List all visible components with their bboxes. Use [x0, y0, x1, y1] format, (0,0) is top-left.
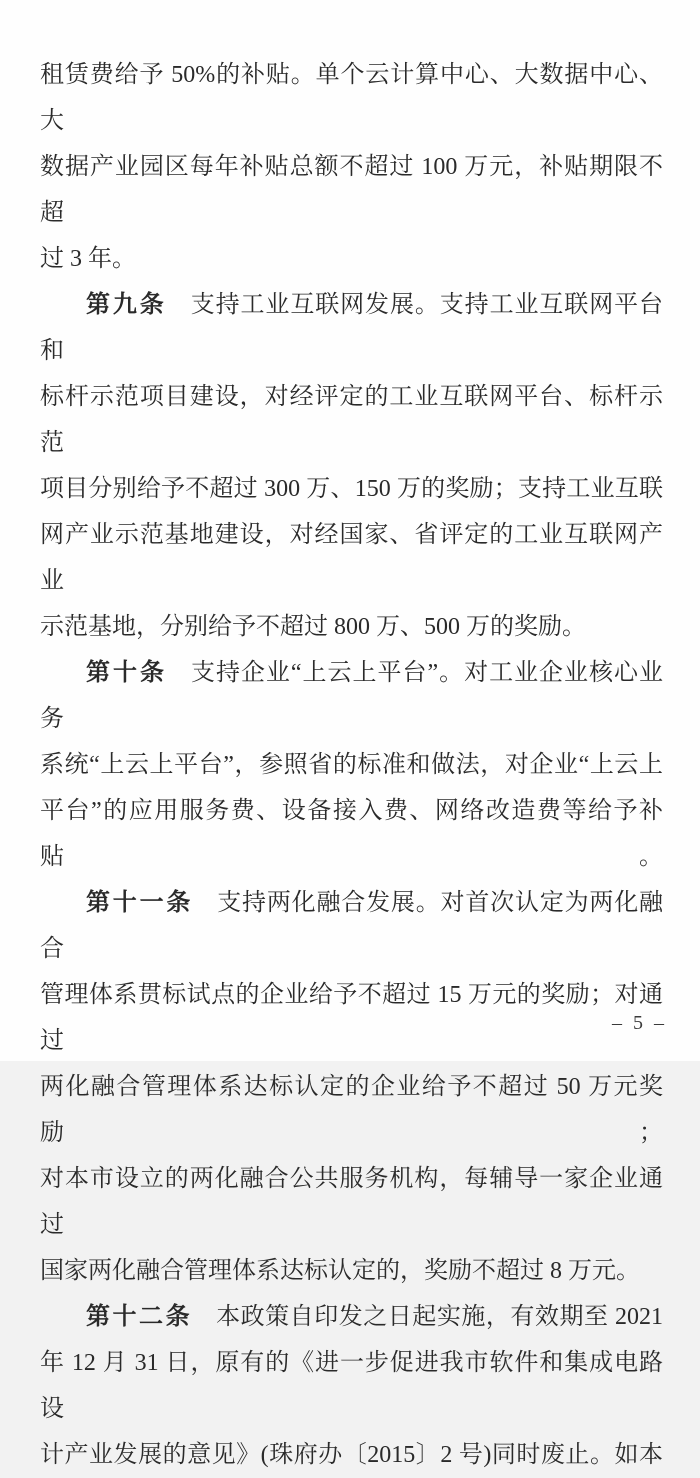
article-10-term: 第十条: [86, 659, 167, 686]
text-line: 标杆示范项目建设，对经评定的工业互联网平台、标杆示范: [40, 384, 663, 456]
document-body: [40, 52, 663, 1478]
text-line: 国家两化融合管理体系达标认定的，奖励不超过 8 万元。: [40, 1258, 640, 1284]
text-line: 两化融合管理体系达标认定的企业给予不超过 50 万元奖励；: [40, 1074, 663, 1146]
text-line: 网产业示范基地建设，对经国家、省评定的工业互联网产业: [40, 522, 663, 594]
article-9-lead: 支持工业互联网发展。支持工业互联网平台和: [40, 292, 664, 364]
paragraph-article-10: [40, 650, 663, 880]
article-11-lead: 支持两化融合发展。对首次认定为两化融合: [40, 890, 664, 962]
paragraph-article-9: [40, 282, 663, 650]
page-footer: [612, 1012, 667, 1035]
article-9-term: 第九条: [86, 291, 167, 318]
text-line: 过 3 年。: [40, 246, 136, 272]
article-11-term: 第十一条: [86, 889, 194, 916]
article-12-lead: 本政策自印发之日起实施，有效期至 2021: [216, 1304, 664, 1330]
paragraph-article-12: [40, 1294, 663, 1478]
paragraph-continuation: [40, 52, 663, 282]
text-line: 租赁费给予 50%的补贴。单个云计算中心、大数据中心、大: [40, 62, 663, 134]
text-line: 项目分别给予不超过 300 万、150 万的奖励；支持工业互联: [40, 476, 663, 502]
article-10-lead: 支持企业“上云上平台”。对工业企业核心业务: [40, 660, 664, 732]
text-line: [40, 282, 663, 374]
text-line: 年 12 月 31 日，原有的《进一步促进我市软件和集成电路设: [40, 1350, 663, 1422]
text-line: 平台”的应用服务费、设备接入费、网络改造费等给予补贴。: [40, 798, 663, 870]
text-line: 对本市设立的两化融合公共服务机构，每辅导一家企业通过: [40, 1166, 663, 1238]
text-line: [40, 1294, 663, 1340]
text-line: 示范基地，分别给予不超过 800 万、500 万的奖励。: [40, 614, 586, 640]
text-line: [40, 650, 663, 742]
text-line: [40, 880, 663, 972]
text-line: 管理体系贯标试点的企业给予不超过 15 万元的奖励；对通过: [40, 982, 663, 1054]
page-number: – 5 –: [612, 1012, 667, 1034]
text-line: 系统“上云上平台”，参照省的标准和做法，对企业“上云上: [40, 752, 663, 778]
text-line: 数据产业园区每年补贴总额不超过 100 万元，补贴期限不超: [40, 154, 663, 226]
paragraph-article-11: [40, 880, 663, 1294]
article-12-term: 第十二条: [86, 1303, 193, 1330]
text-line: 计产业发展的意见》(珠府办〔2015〕2 号)同时废止。如本: [40, 1442, 663, 1468]
